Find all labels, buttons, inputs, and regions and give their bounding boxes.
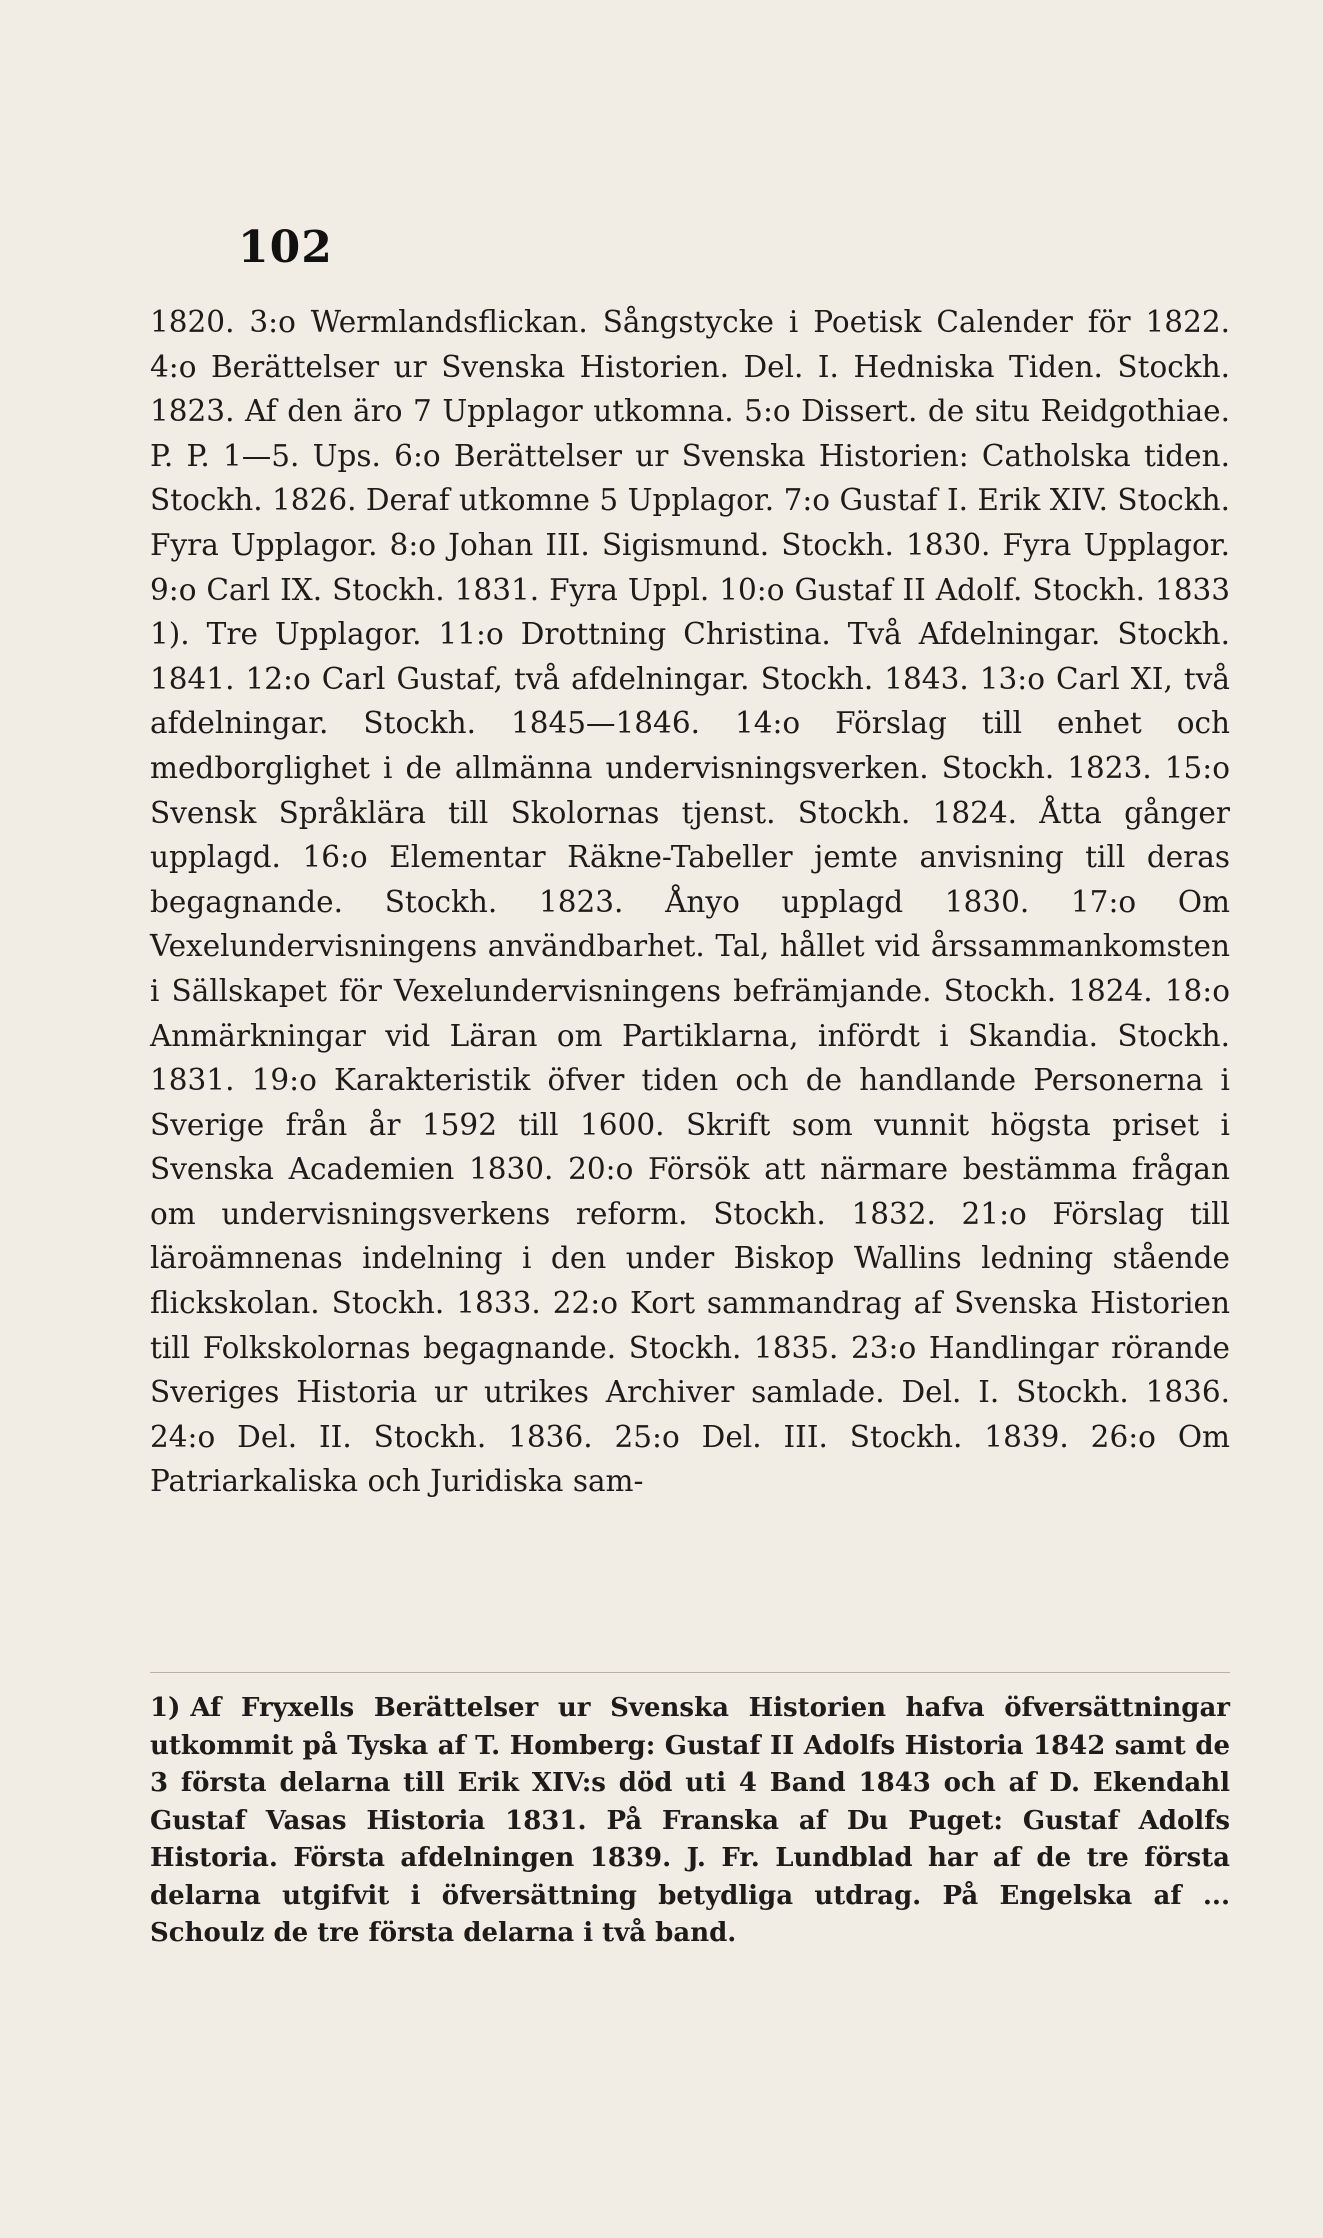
- page-number: 102: [238, 222, 333, 273]
- footnote-marker: 1): [150, 1693, 181, 1723]
- body-text: 1820. 3:o Wermlandsflickan. Sångstycke i Poetisk Calender för 1822. 4:o Berättelser ur Svenska Historien. Del. I. Hedniska Tiden. Stockh. 1823. Af den äro 7 Upplagor utkomna. 5:o Dissert. de situ Reidgothiae. P. P. 1—5. Ups. 6:o Berättelser ur Svenska Historien: Catholska tiden. Stockh. 1826. Deraf utkomne 5 Upplagor. 7:o Gustaf I. Erik XIV. Stockh. Fyra Upplagor. 8:o Johan III. Sigismund. Stockh. 1830. Fyra Upplagor. 9:o Carl IX. Stockh. 1831. Fyra Uppl. 10:o Gustaf II Adolf. Stockh. 1833 1). Tre Upplagor. 11:o Drottning Christina. Två Afdelningar. Stockh. 1841. 12:o Carl Gustaf, två afdelningar. Stockh. 1843. 13:o Carl XI, två afdelningar. Stockh. 1845—1846. 14:o Förslag till enhet och medborglighet i de allmänna undervisningsverken. Stockh. 1823. 15:o Svensk Språklära till Skolornas tjenst. Stockh. 1824. Åtta gånger upplagd. 16:o Elementar Räkne-Tabeller jemte anvisning till deras begagnande. Stockh. 1823. Ånyo upplagd 1830. 17:o Om Vexelundervisningens användbarhet. Tal, hållet vid årssammankomsten i Sällskapet för Vexelundervisningens befrämjande. Stockh. 1824. 18:o Anmärkningar vid Läran om Partiklarna, infördt i Skandia. Stockh. 1831. 19:o Karakteristik öfver tiden och de handlande Personerna i Sverige från år 1592 till 1600. Skrift som vunnit högsta priset i Svenska Academien 1830. 20:o Försök att närmare bestämma frågan om undervisningsverkens reform. Stockh. 1832. 21:o Förslag till läroämnenas indelning i den under Biskop Wallins ledning stående flickskolan. Stockh. 1833. 22:o Kort sammandrag af Svenska Historien till Folkskolornas begagnande. Stockh. 1835. 23:o Handlingar rörande Sveriges Historia ur utrikes Archiver samlade. Del. I. Stockh. 1836. 24:o Del. II. Stockh. 1836. 25:o Del. III. Stockh. 1839. 26:o Om Patriarkaliska och Juridiska sam-: [150, 305, 1230, 1499]
- footnote: [150, 1690, 1230, 1953]
- footnote-divider: [150, 1672, 1230, 1673]
- footnote-text: Af Fryxells Berättelser ur Svenska Historien hafva öfversättningar utkommit på Tyska af T. Homberg: Gustaf II Adolfs Historia 1842 samt de 3 första delarna till Erik XIV:s död uti 4 Band 1843 och af D. Ekendahl Gustaf Vasas Historia 1831. På Franska af Du Puget: Gustaf Adolfs Historia. Första afdelningen 1839. J. Fr. Lundblad har af de tre första delarna utgifvit i öfversättning betydliga utdrag. På Engelska af ... Schoulz de tre första delarna i två band.: [150, 1693, 1230, 1948]
